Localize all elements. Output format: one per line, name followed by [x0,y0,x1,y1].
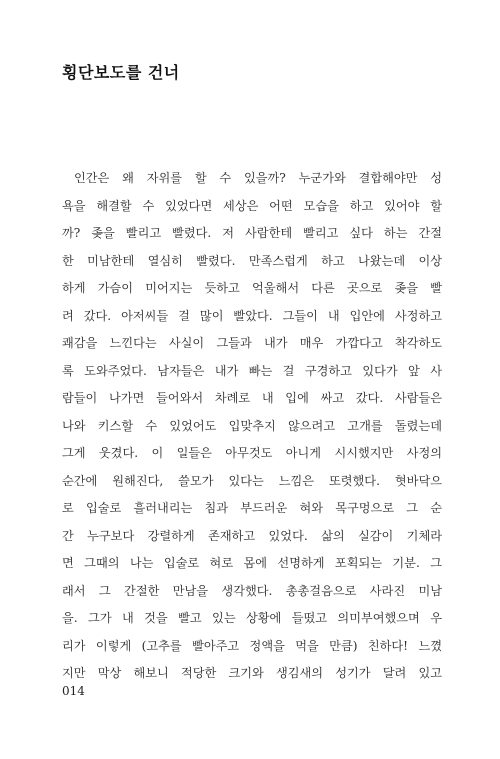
chapter-title: 횡단보도를 건너 [62,63,180,82]
text-line: 래서 그 간절한 만남을 생각했다. 총총걸음으로 사라진 미남 [62,583,442,598]
text-line: 한 미남한테 열심히 빨렸다. 만족스럽게 하고 나왔는데 이상 [62,253,442,268]
text-line: 록 도와주었다. 남자들은 내가 빠는 걸 구경하고 있다가 앞 사 [62,363,442,378]
page-number: 014 [62,684,85,698]
text-line: 인간은 왜 자위를 할 수 있을까? 누군가와 결합해야만 성 [74,171,442,185]
text-line: 로 입술로 흘러내리는 침과 부드러운 혀와 목구멍으로 그 순 [62,501,442,515]
text-line: 쾌감을 느낀다는 사실이 그들과 내가 매우 가깝다고 착각하도 [62,336,442,350]
text-line: 순간에 원해진다, 쓸모가 있다는 느낌은 또렷했다. 혓바닥으 [62,473,442,488]
text-line: 간 누구보다 강렬하게 존재하고 있었다. 삶의 실감이 기체라 [62,528,442,543]
text-line: 지만 막상 해보니 적당한 크기와 생김새의 성기가 달려 있고 [62,666,442,680]
text-line: 욕을 해결할 수 있었다면 세상은 어떤 모습을 하고 있어야 할 [62,198,442,213]
body-text [62,165,442,688]
text-line: 면 그때의 나는 입술로 혀로 몸에 선명하게 포획되는 기분. 그 [62,556,442,570]
text-line: 그게 웃겼다. 이 일들은 아무것도 아니게 시시했지만 사정의 [62,446,442,460]
text-line: 을. 그가 내 것을 빨고 있는 상황에 들떴고 의미부여했으며 우 [62,611,442,625]
text-line: 하게 가슴이 미어지는 듯하고 억울해서 다른 곳으로 좆을 빨 [62,281,442,295]
text-line: 리가 이렇게 (고추를 빨아주고 정액을 먹을 만큼) 친하다! 느꼈 [62,638,442,653]
text-line: 려 갔다. 아저씨들 걸 많이 빨았다. 그들이 내 입안에 사정하고 [62,308,442,323]
text-line: 까? 좆을 빨리고 빨렸다. 저 사람한테 빨리고 싶다 하는 간절 [62,226,442,240]
text-line: 람들이 나가면 들어와서 차례로 내 입에 싸고 갔다. 사람들은 [62,391,442,405]
text-line: 나와 키스할 수 있었어도 입맞추지 않으려고 고개를 돌렸는데 [62,418,442,433]
